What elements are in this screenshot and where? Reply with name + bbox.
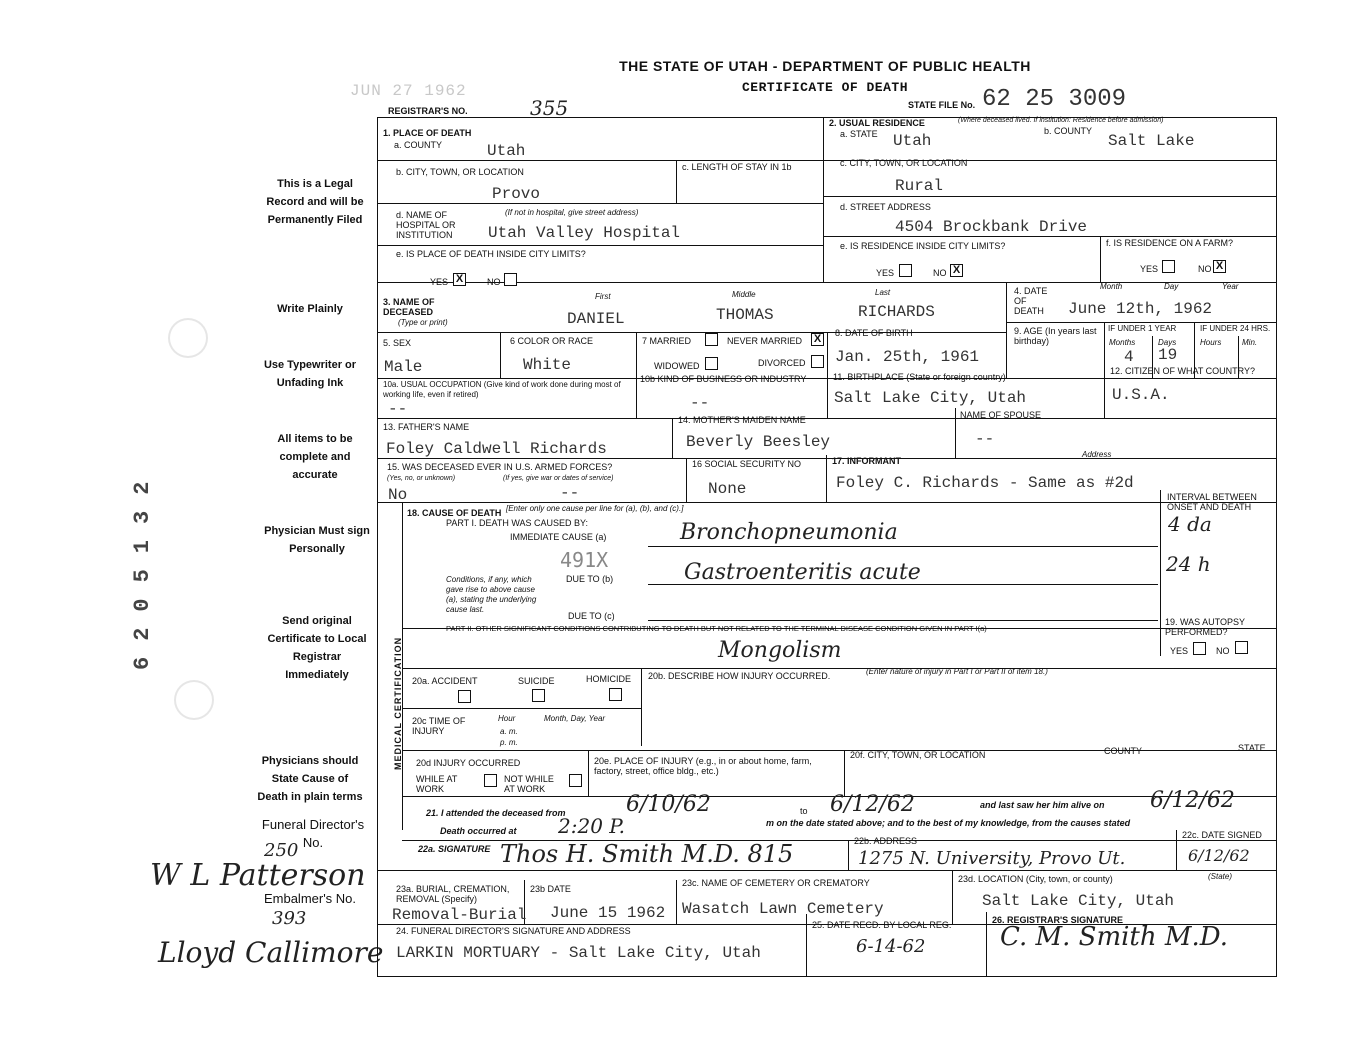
time-label: 20c TIME OF INJURY [412, 716, 466, 736]
registrar-sig-label: 26. REGISTRAR'S SIGNATURE [992, 915, 1123, 925]
occupation-label: 10a. USUAL OCCUPATION (Give kind of work done during most of working life, even if retired) [383, 380, 621, 399]
birth-label: 8. DATE OF BIRTH [835, 328, 913, 338]
occurred-label: 20d INJURY OCCURRED [416, 758, 521, 768]
birthplace-label: 11. BIRTHPLACE (State or foreign country) [833, 372, 1006, 382]
farm-no-checkbox[interactable]: X [1213, 260, 1226, 273]
complete-note: All items to be complete and accurate [277, 433, 353, 481]
institution-name: Utah Valley Hospital [488, 224, 681, 242]
legal-record-note: This is a Legal Record and will be Permanently Filed [266, 178, 364, 226]
attended-from: 6/10/62 [626, 792, 711, 817]
accident-checkbox[interactable] [458, 690, 471, 703]
armed-service: -- [560, 484, 580, 502]
not-while-checkbox[interactable] [569, 774, 582, 787]
informant-label: 17. INFORMANT [832, 456, 902, 466]
day-label: Day [1164, 282, 1179, 291]
hours-label: Hours [1200, 338, 1222, 347]
interval-b: 24 h [1166, 552, 1211, 576]
while-work-label: WHILE AT WORK [416, 774, 458, 794]
due-c-label: DUE TO (c) [568, 611, 615, 621]
residence-inside-label: e. IS RESIDENCE INSIDE CITY LIMITS? [840, 241, 1006, 251]
embalmer-no: 393 [272, 908, 307, 929]
punch-hole-bottom [174, 680, 214, 720]
while-work-checkbox[interactable] [484, 774, 497, 787]
suicide-checkbox[interactable] [532, 689, 545, 702]
physician-address: 1275 N. University, Provo Ut. [858, 848, 1126, 869]
send-original-note: Send original Certificate to Local Registrar Immediately [267, 615, 367, 681]
typewriter-note: Use Typewriter or Unfading Ink [263, 359, 357, 389]
residence-county-label: b. COUNTY [1044, 126, 1093, 136]
mother-label: 14. MOTHER'S MAIDEN NAME [678, 415, 806, 425]
last-name: RICHARDS [858, 303, 935, 321]
never-married-label: NEVER MARRIED [727, 336, 803, 346]
attended-to-label: to [800, 806, 808, 816]
homicide-checkbox[interactable] [609, 688, 622, 701]
funeral-director-sig-label: 24. FUNERAL DIRECTOR'S SIGNATURE AND ADDRESS [396, 926, 631, 936]
interval-a: 4 da [1168, 512, 1212, 536]
father-label: 13. FATHER'S NAME [383, 422, 470, 432]
death-time: 2:20 P. [558, 814, 626, 838]
funeral-director-value: LARKIN MORTUARY - Salt Lake City, Utah [396, 944, 761, 962]
date-recd-label: 25. DATE RECD. BY LOCAL REG. [812, 920, 952, 930]
divorced-label: DIVORCED [758, 358, 806, 368]
place-city-label: b. CITY, TOWN, OR LOCATION [396, 167, 524, 177]
form-subtitle: CERTIFICATE OF DEATH [741, 80, 909, 95]
cause-code: 491X [560, 548, 609, 572]
residence-state: Utah [893, 132, 932, 150]
burial-date-label: 23b DATE [530, 884, 571, 894]
registrar-no-label: REGISTRAR'S NO. [388, 106, 468, 116]
spouse-value: -- [975, 430, 995, 448]
middle-name: THOMAS [716, 306, 774, 324]
stay-label: c. LENGTH OF STAY IN 1b [682, 162, 792, 172]
age-days: 19 [1158, 346, 1178, 364]
cause-a: Bronchopneumonia [680, 520, 898, 545]
burial-label: 23a. BURIAL, CREMATION, REMOVAL (Specify) [396, 884, 510, 904]
residence-city: Rural [895, 177, 944, 195]
under-24-label: IF UNDER 24 HRS. [1200, 324, 1271, 333]
residence-state-label: a. STATE [840, 129, 878, 139]
first-name: DANIEL [567, 310, 625, 328]
embalmer-label: Embalmer's No. [263, 891, 357, 906]
year-label: Year [1222, 282, 1239, 291]
injury-state-label: STATE [1238, 743, 1266, 753]
autopsy-yes-checkbox[interactable] [1193, 642, 1206, 655]
deceased-type-note: (Type or print) [398, 318, 448, 327]
last-label: Last [875, 288, 891, 297]
physician-address-label: 22b. ADDRESS [854, 836, 918, 846]
death-occurred-label: Death occurred at [440, 826, 517, 836]
attended-to: 6/12/62 [830, 792, 915, 817]
res-inside-no-label: NO [933, 268, 947, 278]
write-plainly-note: Write Plainly [277, 303, 343, 315]
business-value: -- [690, 394, 710, 412]
last-saw-date: 6/12/62 [1150, 788, 1235, 813]
residence-label: 2. USUAL RESIDENCE [829, 118, 925, 128]
injury-county-label: COUNTY [1104, 746, 1142, 756]
location-state-label: (State) [1208, 872, 1233, 881]
cause-terms-note: Physicians should State Cause of Death in plain terms [257, 755, 363, 803]
pm-label: p. m. [500, 738, 518, 747]
homicide-label: HOMICIDE [586, 674, 631, 684]
immediate-label: IMMEDIATE CAUSE (a) [510, 532, 607, 542]
signature-label: 22a. SIGNATURE [418, 844, 491, 854]
place-label: 1. PLACE OF DEATH [383, 128, 472, 138]
am-label: a. m. [500, 727, 518, 736]
place-county: Utah [487, 142, 526, 160]
middle-label: Middle [732, 290, 756, 299]
embalmer-signature: Lloyd Callimore [158, 936, 384, 969]
farm-label: f. IS RESIDENCE ON A FARM? [1106, 238, 1234, 248]
medical-cert-label: MEDICAL CERTIFICATION [393, 636, 403, 770]
married-label: 7 MARRIED [642, 336, 692, 346]
conditions-note: Conditions, if any, which gave rise to above cause (a), stating the underlying cause last. [446, 575, 537, 614]
institution-label: d. NAME OF HOSPITAL OR INSTITUTION [396, 210, 456, 240]
occupation-value: -- [388, 400, 408, 418]
date-recd-value: 6-14-62 [856, 936, 926, 957]
color-value: White [523, 356, 572, 374]
address-label: Address [1082, 450, 1112, 459]
month-label: Month [1100, 282, 1123, 291]
married-checkbox[interactable] [705, 333, 718, 346]
date-of-death: June 12th, 1962 [1068, 300, 1213, 318]
under-1-label: IF UNDER 1 YEAR [1108, 324, 1177, 333]
burial-value: Removal-Burial [392, 906, 527, 924]
how-label: 20b. DESCRIBE HOW INJURY OCCURRED. [648, 671, 831, 681]
deceased-label: 3. NAME OF DECEASED [383, 297, 435, 317]
funeral-director-no: 250 [264, 840, 299, 861]
ssn-label: 16 SOCIAL SECURITY NO [692, 459, 802, 469]
farm-yes-label: YES [1140, 264, 1159, 274]
autopsy-label: 19. WAS AUTOPSY PERFORMED? [1165, 617, 1245, 637]
first-label: First [595, 292, 611, 301]
physician-signature: Thos H. Smith M.D. 815 [500, 840, 794, 868]
funeral-director-signature: W L Patterson [150, 858, 366, 893]
place-inside-yes-checkbox[interactable]: X [453, 273, 466, 286]
spouse-label: NAME OF SPOUSE [960, 410, 1042, 420]
suicide-label: SUICIDE [518, 676, 555, 686]
physician-sign-note: Physician Must sign Personally [264, 525, 370, 555]
birthplace-value: Salt Lake City, Utah [834, 389, 1027, 407]
punch-hole-top [168, 318, 208, 358]
accident-label: 20a. ACCIDENT [412, 676, 478, 686]
residence-note: (Where deceased lived. If institution: Residence before admission) [958, 117, 1164, 124]
received-stamp: JUN 27 1962 [350, 82, 467, 100]
cemetery-label: 23c. NAME OF CEMETERY OR CREMATORY [682, 878, 870, 888]
widowed-label: WIDOWED [654, 361, 700, 371]
date-death-label: 4. DATE OF DEATH [1014, 286, 1048, 316]
informant-value: Foley C. Richards - Same as #2d [836, 474, 1134, 492]
mother-name: Beverly Beesley [686, 433, 831, 451]
citizen-value: U.S.A. [1112, 386, 1170, 404]
location-value: Salt Lake City, Utah [982, 892, 1175, 910]
funeral-director-label: Funeral Director's No. [261, 817, 365, 850]
residence-city-label: c. CITY, TOWN, OR LOCATION [840, 158, 968, 168]
citizen-label: 12. CITIZEN OF WHAT COUNTRY? [1110, 366, 1256, 376]
father-name: Foley Caldwell Richards [386, 440, 607, 458]
place-county-label: a. COUNTY [394, 140, 443, 150]
institution-note: (If not in hospital, give street address) [505, 208, 639, 217]
place-no-label: NO [487, 277, 501, 287]
residence-inside-yes-checkbox[interactable] [899, 264, 912, 277]
burial-date: June 15 1962 [550, 904, 666, 922]
form-title: THE STATE OF UTAH - DEPARTMENT OF PUBLIC HEALTH [619, 58, 1031, 74]
armed-label: 15. WAS DECEASED EVER IN U.S. ARMED FORCES? [387, 462, 613, 472]
part2-label: PART II. OTHER SIGNIFICANT CONDITIONS CONTRIBUTING TO DEATH BUT NOT RELATED TO THE TERMINAL DISEASE CONDITION GIVEN IN PART I(a) [446, 624, 987, 633]
part2-value: Mongolism [718, 638, 842, 663]
street-label: d. STREET ADDRESS [840, 202, 931, 212]
residence-inside-no-checkbox[interactable]: X [950, 264, 963, 277]
autopsy-no-label: NO [1216, 646, 1230, 656]
sex-value: Male [384, 358, 423, 376]
farm-yes-checkbox[interactable] [1162, 260, 1175, 273]
place-city: Provo [492, 185, 541, 203]
place-yes-label: YES [430, 277, 449, 287]
residence-county: Salt Lake [1108, 132, 1195, 150]
injury-place-label: 20e. PLACE OF INJURY (e.g., in or about home, farm, factory, street, office bldg., etc.) [594, 756, 812, 776]
hour-label: Hour [498, 714, 516, 723]
registrar-no: 355 [530, 96, 569, 120]
registrar-signature: C. M. Smith M.D. [1000, 922, 1228, 952]
business-label: 10b KIND OF BUSINESS OR INDUSTRY [640, 374, 807, 384]
armed-note2: (If yes, give war or dates of service) [503, 475, 614, 482]
street-address: 4504 Brockbank Drive [895, 218, 1088, 236]
days-label: Days [1158, 338, 1177, 347]
attended-label: 21. I attended the deceased from [426, 808, 566, 818]
autopsy-yes-label: YES [1170, 646, 1189, 656]
injury-city-label: 20f. CITY, TOWN, OR LOCATION [850, 750, 986, 760]
place-inside-label: e. IS PLACE OF DEATH INSIDE CITY LIMITS? [396, 249, 586, 259]
widowed-checkbox[interactable] [705, 357, 718, 370]
color-label: 6 COLOR OR RACE [510, 336, 594, 346]
due-b-label: DUE TO (b) [566, 574, 614, 584]
part1-label: PART I. DEATH WAS CAUSED BY: [446, 518, 589, 528]
place-inside-no-checkbox[interactable] [504, 273, 517, 286]
min-label: Min. [1242, 338, 1258, 347]
how-note: (Enter nature of injury in Part I or Part II of item 18.) [866, 667, 1048, 676]
cemetery-value: Wasatch Lawn Cemetery [682, 900, 884, 918]
cause-label: 18. CAUSE OF DEATH [407, 508, 502, 518]
autopsy-no-checkbox[interactable] [1235, 641, 1248, 654]
state-file-label: STATE FILE No. [908, 100, 976, 110]
months-label: Months [1109, 338, 1136, 347]
date-signed: 6/12/62 [1188, 846, 1250, 865]
farm-no-label: NO [1198, 264, 1212, 274]
birth-date: Jan. 25th, 1961 [835, 348, 980, 366]
date-signed-label: 22c. DATE SIGNED [1182, 830, 1262, 840]
age-months: 4 [1124, 348, 1134, 366]
vertical-number: 6205132 [130, 465, 155, 670]
armed-note: (Yes, no, or unknown) [387, 475, 456, 482]
sex-label: 5. SEX [383, 338, 412, 348]
not-while-label: NOT WHILE AT WORK [504, 774, 554, 794]
state-file-no: 62 25 3009 [982, 86, 1127, 113]
interval-label: INTERVAL BETWEEN ONSET AND DEATH [1167, 492, 1257, 512]
mdy-label: Month, Day, Year [544, 714, 606, 723]
cause-note: [Enter only one cause per line for (a), (b), and (c).] [506, 504, 684, 513]
ssn-value: None [708, 480, 747, 498]
armed-value: No [388, 486, 408, 504]
res-inside-yes-label: YES [876, 268, 895, 278]
never-married-checkbox[interactable]: X [811, 333, 824, 346]
cause-b: Gastroenteritis acute [684, 560, 921, 585]
location-label: 23d. LOCATION (City, town, or county) [958, 874, 1113, 884]
divorced-checkbox[interactable] [811, 355, 824, 368]
age-label: 9. AGE (In years last birthday) [1014, 326, 1097, 346]
last-saw-label: and last saw her him alive on [980, 800, 1105, 810]
knowledge-text: m on the date stated above; and to the best of my knowledge, from the causes stated [766, 818, 1131, 828]
